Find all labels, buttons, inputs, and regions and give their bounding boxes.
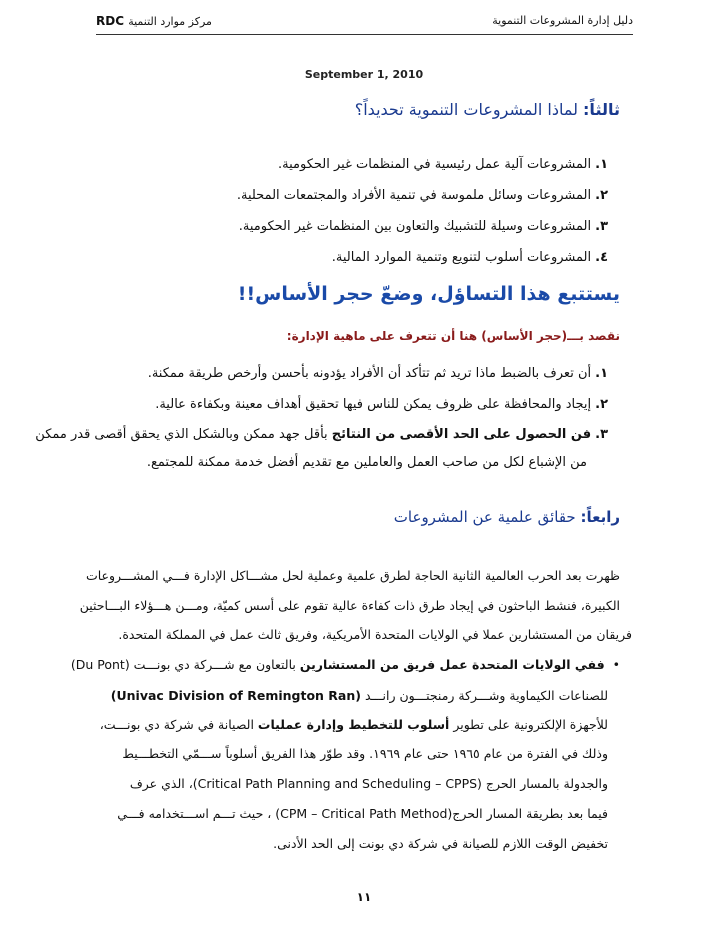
item-number: ٣. — [595, 427, 608, 442]
paragraph-line: ظهرت بعد الحرب العالمية الثانية الحاجة لطرق علمية وعملية لحل مشـــاكل الإدارة فـــي المشـــروعات — [85, 568, 620, 583]
section3-item — [239, 219, 608, 234]
header-doc-title: دليل إدارة المشروعات التنموية — [492, 14, 633, 27]
section3-title: لماذا المشروعات التنموية تحديداً؟ — [354, 100, 578, 119]
item-text: المشروعات وسائل ملموسة في تنمية الأفراد والمجتمعات المحلية. — [236, 188, 592, 203]
bullet-line-6 — [96, 806, 608, 821]
section4-heading — [394, 508, 620, 526]
paragraph-line: فريقان من المستشارين عملا في الولايات المتحدة الأمريكية، وفريق ثالث عمل في المملكة المتحدة. — [118, 627, 632, 642]
section4-title: حقائق علمية عن المشروعات — [393, 508, 576, 526]
bullet-latin-text: (Du Pont) — [70, 657, 130, 672]
item-number: ٤. — [595, 250, 608, 265]
bullet-bold-text: أسلوب للتخطيط وإدارة عمليات — [257, 717, 450, 732]
header-org-latin: RDC — [96, 14, 125, 28]
section3-item — [278, 157, 608, 172]
bullet-line-7: تخفيض الوقت اللازم للصيانة في شركة دي بونت إلى الحد الأدنى. — [273, 836, 608, 851]
bullet-line-4: وذلك في الفترة من عام ١٩٦٥ حتى عام ١٩٦٩. وقد طوّر هذا الفريق أسلوباً ســـمّي التخطـــيط — [122, 746, 608, 761]
bullet-text: للأجهزة الإلكترونية على تطوير — [449, 717, 608, 732]
item-text: من الإشباع لكل من صاحب العمل والعاملين مع تقديم أفضل خدمة ممكنة للمجتمع. — [146, 455, 587, 470]
page-number: ١١ — [356, 890, 372, 904]
item-bold-text: فن الحصول على الحد الأقصى من النتائج — [331, 427, 592, 442]
section3-item — [237, 188, 608, 203]
item-number: ١. — [595, 366, 608, 381]
bullet-latin-text: (Univac Division of Remington Ran) — [110, 688, 361, 703]
bullet-line-3 — [96, 717, 608, 732]
goal-item — [148, 366, 608, 381]
bullet-text: ، حيث تـــم اســـتخدامه فـــي — [117, 806, 276, 821]
bullet-line-5 — [96, 776, 608, 791]
item-text: إيجاد والمحافظة على ظروف يمكن للناس فيها تحقيق أهداف معينة وبكفاءة عالية. — [155, 397, 592, 412]
item-number: ١. — [595, 157, 608, 172]
section3-heading — [355, 100, 620, 119]
item-number: ٢. — [595, 397, 608, 412]
item-text: المشروعات وسيلة للتشبيك والتعاون بين المنظمات غير الحكومية. — [238, 219, 592, 234]
goal-continuation — [147, 455, 587, 470]
bullet-line-1 — [70, 657, 620, 672]
item-number: ٣. — [595, 219, 608, 234]
bullet-latin-text: (Critical Path Planning and Scheduling – CPPS) — [192, 776, 482, 791]
bullet-text: والجدولة بالمسار الحرج — [481, 776, 608, 791]
item-text: المشروعات آلية عمل رئيسية في المنظمات غير الحكومية. — [278, 157, 592, 172]
item-number: ٢. — [595, 188, 608, 203]
bullet-text: بالتعاون مع شـــركة دي بونـــت — [129, 657, 300, 672]
goal-item — [35, 427, 608, 442]
bullet-text: للصناعات الكيماوية وشـــركة رمنجتـــون رانـــد — [360, 688, 608, 703]
bullet-text: الصيانة في شركة دي بونـــت، — [99, 717, 258, 732]
bullet-bold-text: ففي الولايات المتحدة عمل فريق من المستشارين — [299, 657, 605, 672]
page-header — [96, 10, 633, 42]
bullet-dot-icon: • — [604, 657, 620, 672]
bullet-latin-text: (CPM – Critical Path Method) — [275, 806, 453, 821]
document-date: September 1, 2010 — [304, 68, 424, 81]
bullet-text: فيما بعد بطريقة المسار الحرج — [452, 806, 608, 821]
item-text: المشروعات أسلوب لتنويع وتنمية الموارد المالية. — [331, 250, 592, 265]
item-text: أن تعرف بالضبط ماذا تريد ثم تتأكد أن الأفراد يؤدونه بأحسن وأرخص طريقة ممكنة. — [147, 366, 592, 381]
item-text: بأقل جهد ممكن وبالشكل الذي يحقق أقصى قدر ممكن — [35, 427, 328, 442]
section3-label: ثالثاً: — [583, 100, 620, 119]
paragraph-line: الكبيرة، فنشط الباحثون في إيجاد طرق ذات كفاءة عالية تقوم على أسس كميّة، ومـــن هـــؤلاء البـــاحثين — [79, 598, 620, 613]
header-divider — [96, 34, 633, 35]
emphasis-heading: يستتبع هذا التساؤل، وضعّ حجر الأساس!! — [237, 283, 620, 305]
section3-item — [332, 250, 608, 265]
bullet-line-2 — [96, 688, 608, 703]
header-org-arabic: مركز موارد التنمية — [128, 15, 212, 28]
header-org — [96, 14, 212, 28]
management-subheading: نقصد بـــ(حجر الأساس) هنا أن تتعرف على ماهية الإدارة: — [286, 329, 620, 343]
goal-item — [155, 397, 608, 412]
bullet-text: ، الذي عرف — [129, 776, 193, 791]
section4-label: رابعاً: — [580, 508, 620, 526]
